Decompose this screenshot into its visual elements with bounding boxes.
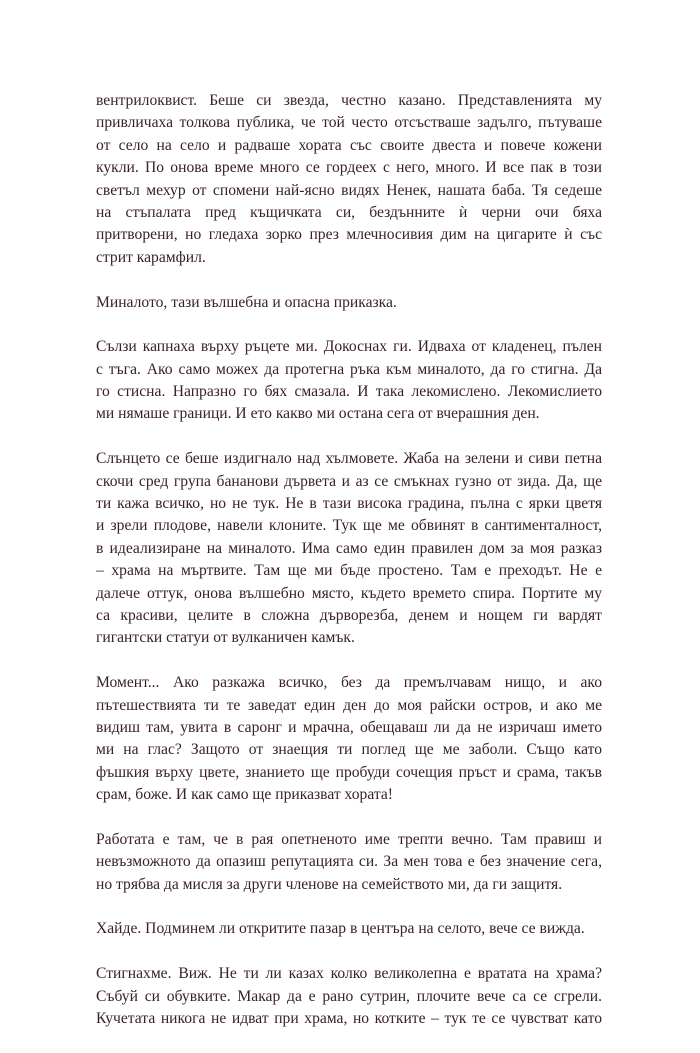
text-line: са красиви, целите в сложна дърворезба, денем и нощем ги вардят bbox=[96, 606, 602, 624]
text-line: срам, боже. И как само ще приказват хората! bbox=[96, 786, 393, 804]
paragraph-6 bbox=[96, 829, 602, 896]
text-line: ми нямаше граници. И ето какво ми остана сега от вчерашния ден. bbox=[96, 405, 540, 423]
text-line: ти кажа всичко, но не тук. Не в тази висока градина, пълна с ярки цветя bbox=[96, 495, 602, 513]
text-line: го стисна. Напразно го бях смазала. И така лекомислено. Лекомислието bbox=[96, 383, 602, 401]
text-line: невъзможното да опазиш репутацията си. За мен това е без значение сега, bbox=[96, 853, 602, 871]
text-line: Стигнахме. Виж. Не ти ли казах колко великолепна е вратата на храма? bbox=[96, 965, 602, 983]
body-text bbox=[96, 90, 602, 1053]
text-line: – храма на мъртвите. Там ще ми бъде простено. Там е преходът. Не е bbox=[96, 562, 602, 580]
text-line: светъл мехур от спомени най-ясно видях Ненек, нашата баба. Тя седеше bbox=[96, 181, 602, 199]
text-line: Сълзи капнаха върху ръцете ми. Докоснах ги. Идваха от кладенец, пълен bbox=[96, 338, 602, 356]
text-line: Момент... Ако разкажа всичко, без да премълчавам нищо, и ако bbox=[96, 674, 602, 692]
paragraph-8 bbox=[96, 963, 602, 1030]
text-line: стрит карамфил. bbox=[96, 248, 206, 266]
paragraph-3 bbox=[96, 336, 602, 426]
text-line: на стъпалата пред къщичката си, бездънните ѝ черни очи бяха bbox=[96, 203, 602, 221]
paragraph-7 bbox=[96, 918, 602, 940]
text-line: Слънцето се беше издигнало над хълмовете. Жаба на зелени и сиви петна bbox=[96, 450, 602, 468]
text-line: Работата е там, че в рая опетненото име трепти вечно. Там правиш и bbox=[96, 830, 602, 848]
text-line: Събуй си обувките. Макар да е рано сутрин, плочите вече са се сгрели. bbox=[96, 987, 602, 1005]
text-line: привличаха толкова публика, че той често отсъстваше задълго, пътуваше bbox=[96, 114, 602, 132]
text-line: Кучетата никога не идват при храма, но котките – тук те се чувстват като bbox=[96, 1010, 602, 1028]
text-line: фъшкия върху цвете, знанието ще пробуди сочещия пръст и срама, такъв bbox=[96, 763, 602, 781]
paragraph-5 bbox=[96, 672, 602, 806]
text-line: кукли. По онова време много се гордеех с него, много. И все пак в този bbox=[96, 159, 602, 177]
text-line: но трябва да мисля за други членове на семейството ми, да ги защитя. bbox=[96, 875, 563, 893]
text-line: вентрилоквист. Беше си звезда, честно казано. Представленията му bbox=[96, 92, 602, 109]
text-line: с тъга. Ако само можех да протегна ръка към миналото, да го стигна. Да bbox=[96, 360, 602, 378]
paragraph-4 bbox=[96, 448, 602, 650]
text-line: Хайде. Подминем ли откритите пазар в центъра на селото, вече се вижда. bbox=[96, 920, 585, 938]
text-line: и зрели плодове, навели клоните. Тук ще ме обвинят в сантименталност, bbox=[96, 517, 602, 535]
text-line: ми на глас? Защото от знаещия ти поглед ще ме заболи. Също като bbox=[96, 741, 602, 759]
text-line: притворени, но гледаха зорко през млечносивия дим на цигарите ѝ със bbox=[96, 226, 602, 244]
text-line: гигантски статуи от вулканичен камък. bbox=[96, 629, 355, 647]
paragraph-1 bbox=[96, 90, 602, 269]
text-line: видиш там, увита в саронг и мрачна, обещаваш ли да не изричаш името bbox=[96, 718, 602, 736]
text-line: в идеализиране на миналото. Има само един правилен дом за моя разказ bbox=[96, 539, 602, 557]
text-line: скочи сред група бананови дървета и аз се смъкнах гузно от зида. Да, ще bbox=[96, 472, 602, 490]
text-line: пътешествията ти те заведат един ден до моя райски остров, и ако ме bbox=[96, 696, 602, 714]
text-line: далече оттук, онова вълшебно място, където времето спира. Портите му bbox=[96, 584, 602, 602]
text-line: Миналото, тази вълшебна и опасна приказка. bbox=[96, 293, 397, 311]
paragraph-2 bbox=[96, 292, 602, 314]
text-line: от село на село и радваше хората със своите двеста и повече кожени bbox=[96, 136, 602, 154]
